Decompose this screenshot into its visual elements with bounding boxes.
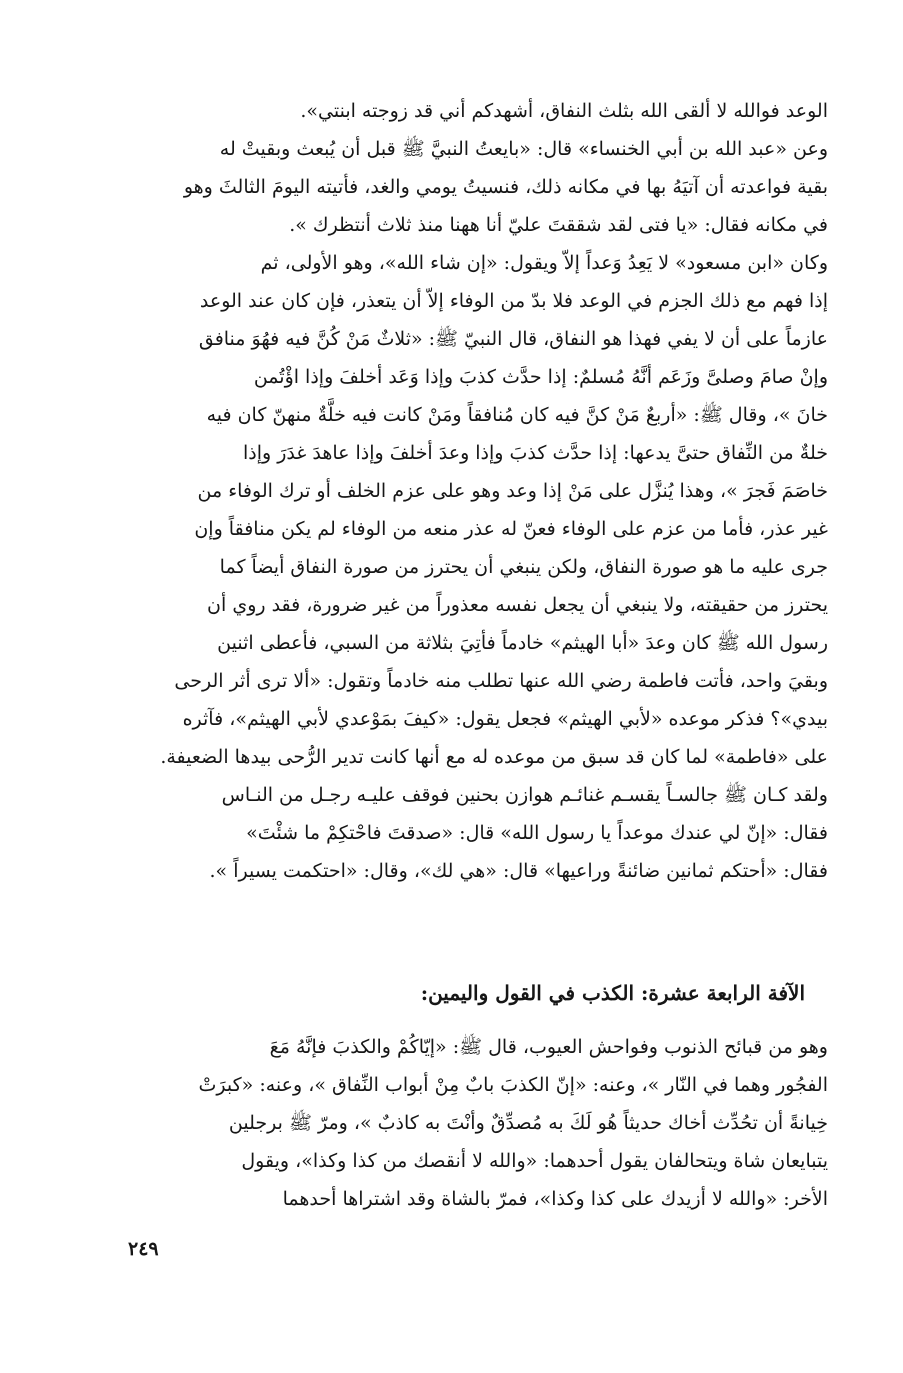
text-line: يحترز من حقيقته، ولا ينبغي أن يجعل نفسه معذوراً من غير ضرورة، فقد روي أن <box>207 594 828 616</box>
text-line: وبقيَ واحد، فأتت فاطمة رضي الله عنها تطلب منه خادماً وتقول: «ألا ترى أثر الرحى <box>174 670 828 692</box>
text-line: وعن «عبد الله بن أبي الخنساء» قال: «بايعتُ النبيَّ ﷺ قبل أن يُبعث وبقيتْ له <box>219 138 828 160</box>
text-line: غير عذر، فأما من عزم على الوفاء فعنّ له عذر منعه من الوفاء لم يكن منافقاً وإن <box>194 518 828 540</box>
text-line: خاصَمَ فَجرَ »، وهذا يُنزَّل على مَنْ إذا وعد وهو على عزم الخلف أو ترك الوفاء من <box>197 480 828 502</box>
text-line: بيدي»؟ فذكر موعده «لأبي الهيثم» فجعل يقول: «كيفَ بمَوْعدي لأبي الهيثم»، فآثره <box>182 708 828 730</box>
text-line: جرى عليه ما هو صورة النفاق، ولكن ينبغي أن يحترز من صورة النفاق أيضاً كما <box>219 556 828 578</box>
text-line: رسول الله ﷺ كان وعدَ «أبا الهيثم» خادماً فأتِيَ بثلاثة من السبي، فأعطى اثنين <box>217 632 828 654</box>
text-line: الوعد فوالله لا ألقى الله بثلث النفاق، أشهدكم أني قد زوجته ابنتي». <box>300 100 828 122</box>
text-line: وكان «ابن مسعود» لا يَعِدُ وَعداً إلاّ ويقول: «إن شاء الله»، وهو الأولى، ثم <box>260 252 828 274</box>
text-line: بقية فواعدته أن آتيَهُ بها في مكانه ذلك، فنسيتُ يومي والغد، فأتيته اليومَ الثالثَ وهو <box>183 176 828 198</box>
text-line: ولقد كـان ﷺ جالسـاً يقسـم غنائـم هوازن بحنين فوقف عليـه رجـل من النـاس <box>221 784 828 806</box>
text-line: خانَ »، وقال ﷺ: «أربعٌ مَنْ كنَّ فيه كان مُنافقاً ومَنْ كانت فيه خلَّةٌ منهنّ كان فيه <box>206 404 828 426</box>
text-line: خلةٌ من النِّفاق حتىَّ يدعها: إذا حدَّث كذبَ وإذا وعدَ أخلفَ وإذا عاهدَ غدَرَ وإذا <box>242 442 828 464</box>
text-line: خِيانةً أن تحُدِّث أخاك حديثاً هُو لَكَ به مُصدِّقٌ وأنْتَ به كاذبٌ »، ومرّ ﷺ برجلين <box>228 1112 828 1134</box>
text-line: وإنْ صامَ وصلىَّ وزَعَم أنَّهُ مُسلمٌ: إذا حدَّث كذبَ وإذا وَعَد أخلفَ وإذا اؤْتُمن <box>253 366 828 388</box>
text-line: فقال: «إنّ لي عندك موعداً يا رسول الله» قال: «صدقتَ فاحْتكِمْ ما شئْتَ» <box>246 822 828 844</box>
section-heading: الآفة الرابعة عشرة: الكذب في القول واليمين: <box>420 981 805 1005</box>
page-number: ٢٤٩ <box>128 1238 159 1260</box>
text-line: عازماً على أن لا يفي فهذا هو النفاق، قال النبيّ ﷺ: «ثلاثٌ مَنْ كُنَّ فيه فهُوَ منافق <box>198 328 828 350</box>
text-line: الفجُور وهما في النّار »، وعنه: «إنّ الكذبَ بابٌ مِنْ أبواب النِّفاق »، وعنه: «كبرَتْ <box>198 1074 828 1096</box>
text-line: وهو من قبائح الذنوب وفواحش العيوب، قال ﷺ: «إيّاكُمْ والكذبَ فإنَّهُ مَعَ <box>269 1036 828 1058</box>
text-line: يتبايعان شاة ويتحالفان يقول أحدهما: «والله لا أنقصك من كذا وكذا»، ويقول <box>241 1150 828 1172</box>
text-line: على «فاطمة» لما كان قد سبق من موعده له مع أنها كانت تدير الرُّحى بيدها الضعيفة. <box>160 746 828 768</box>
paragraph-promise-fulfillment <box>128 92 828 890</box>
text-line: في مكانه فقال: «يا فتى لقد شققتَ عليّ أنا ههنا منذ ثلاث أنتظرك ». <box>289 214 828 236</box>
text-line: فقال: «أحتكم ثمانين ضائنةً وراعيها» قال: «هي لك»، وقال: «احتكمت يسيراً ». <box>209 860 828 882</box>
text-line: الأخر: «والله لا أزيدك على كذا وكذا»، فمرّ بالشاة وقد اشتراها أحدهما <box>282 1188 828 1210</box>
text-line: إذا فهم مع ذلك الجزم في الوعد فلا بدّ من الوفاء إلاّ أن يتعذر، فإن كان عند الوعد <box>199 290 828 312</box>
paragraph-lying <box>128 1028 828 1218</box>
